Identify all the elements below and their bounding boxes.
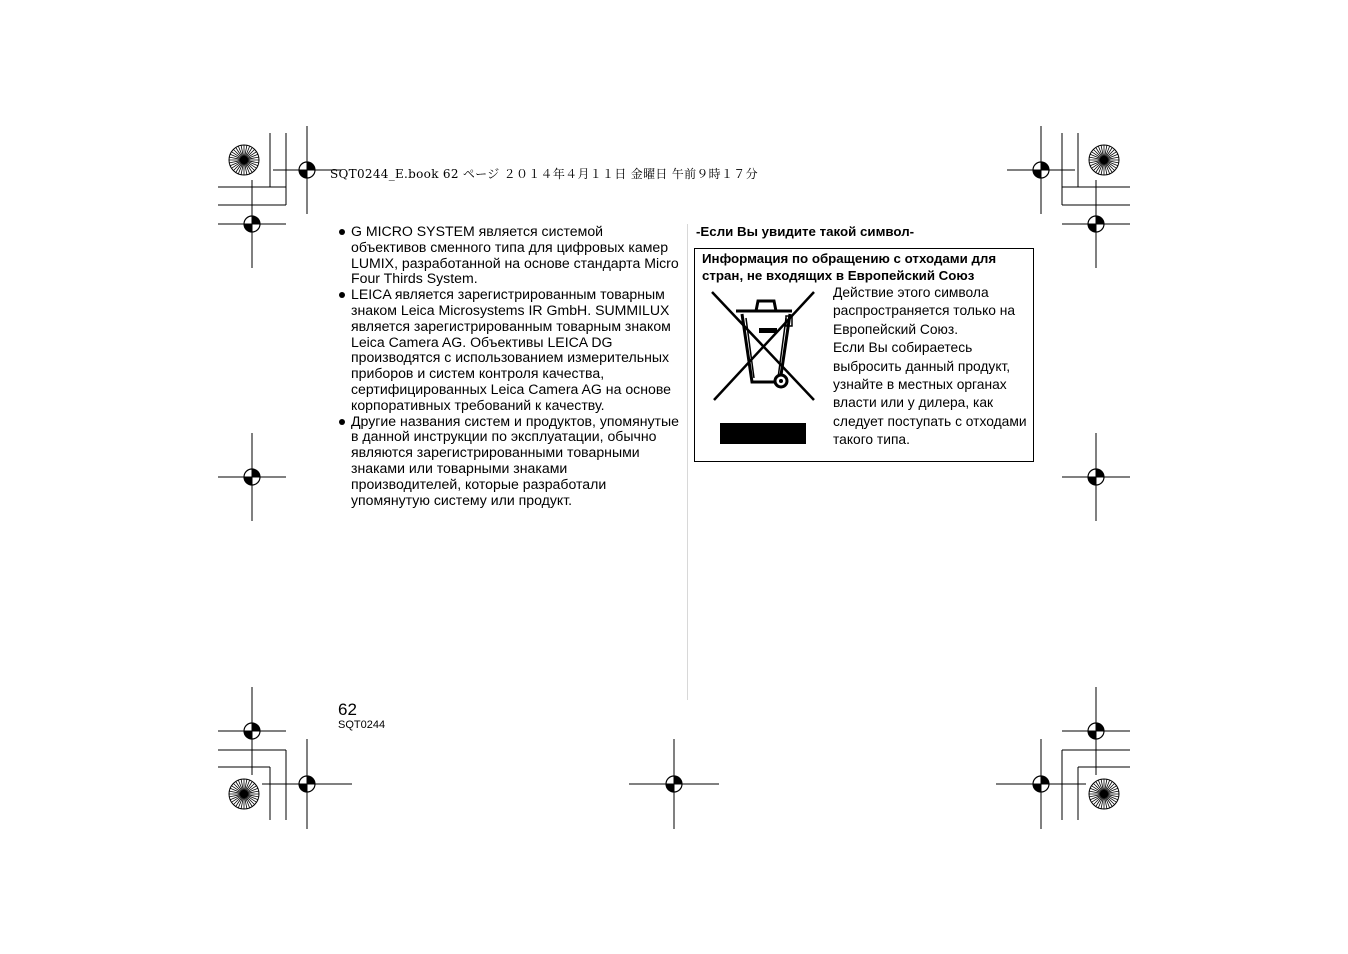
bullet-item: G MICRO SYSTEM является системой объективов сменного типа для цифровых камер LUMIX, разработанной на основе стандарта Micro Four Thirds System. xyxy=(338,224,680,287)
section-heading: -Если Вы увидите такой символ- xyxy=(696,224,915,239)
info-paragraph: Если Вы собираетесь выбросить данный продукт, узнайте в местных органах власти или у дилера, как следует поступать с отходами такого типа. xyxy=(833,340,1027,448)
page-number: 62 xyxy=(338,700,357,719)
info-box-title: Информация по обращению с отходами для стран, не входящих в Европейский Союз xyxy=(702,251,997,283)
info-paragraph: Действие этого символа распространяется только на Европейский Союз. xyxy=(833,285,1016,337)
bullet-item: Другие названия систем и продуктов, упомянутые в данной инструкции по эксплуатации, обычно являются зарегистрированными товарными знаками или товарными знаками производителей, которые разработали упомянутую систему или продукт. xyxy=(338,414,680,509)
running-head: SQT0244_E.book 62 ページ ２０１４年４月１１日 金曜日 午前９時１７分 xyxy=(330,167,758,181)
doc-code: SQT0244 xyxy=(338,719,386,731)
bullet-item: LEICA является зарегистрированным товарным знаком Leica Microsystems IR GmbH. SUMMILUX является зарегистрированным товарным знаком Leica Camera AG. Объективы LEICA DG производятся с использованием измерительных приборов и систем контроля качества, сертифицированных Leica Camera AG на основе корпоративных требований к качеству. xyxy=(338,287,680,413)
